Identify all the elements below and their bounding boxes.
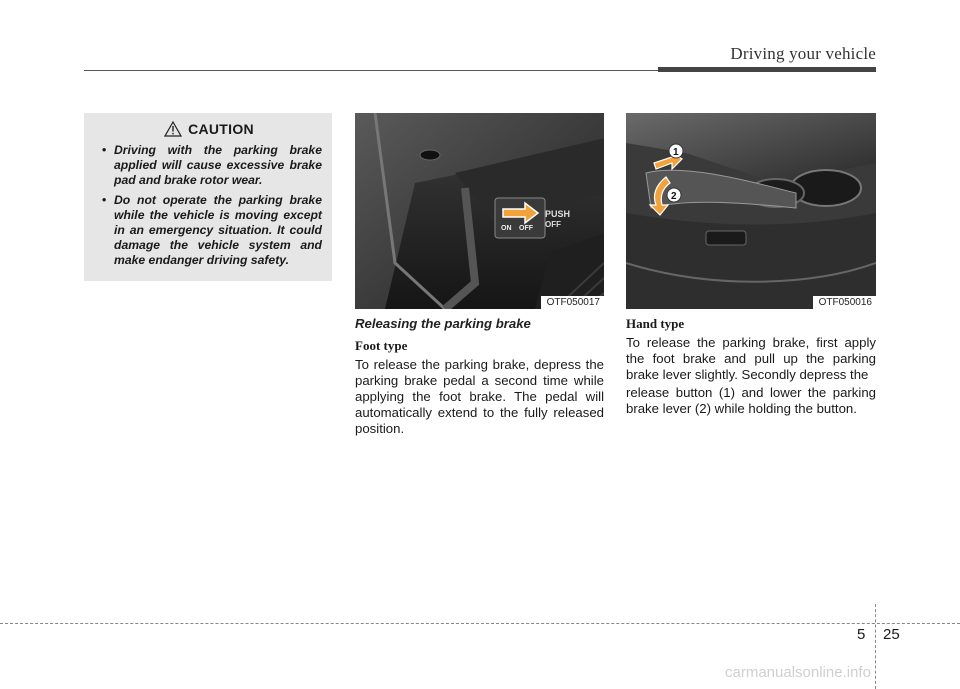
pedal-label-on: ON [501,225,512,232]
pedal-label-push: PUSH [545,209,571,219]
image-code: OTF050017 [541,296,604,309]
footer-rule [0,623,960,624]
page-number: 25 [883,626,900,643]
caution-header [96,121,322,137]
callout-2: 2 [671,191,677,202]
chapter-number: 5 [857,626,866,643]
caution-list [96,143,322,268]
footer-divider [875,604,876,689]
caution-item: • Do not operate the parking brake while the vehicle is moving except in an emergency situation. It could damage the vehicle system and make endanger driving safety. [102,193,322,267]
image-code: OTF050016 [813,296,876,309]
caution-title: CAUTION [188,121,254,137]
running-header: Driving your vehicle [730,44,876,63]
foot-type-heading: Foot type [355,338,408,353]
foot-type-text: To release the parking brake, depress the parking brake pedal a second time while applying the foot brake. The pedal will automatically extend to the fully released position. [355,357,604,436]
hand-type-text: release button (1) and lower the parking brake lever (2) while holding the button. [626,385,876,416]
watermark: carmanualsonline.info [725,664,871,681]
caution-box [84,113,332,281]
pedal-label-off: OFF [519,225,533,232]
hand-type-text: To release the parking brake, first apply the foot brake and pull up the parking brake lever slightly. Secondly depress the [626,335,876,382]
pedal-label-off2: OFF [545,220,561,229]
hand-type-section [626,316,876,419]
section-title: Releasing the parking brake [355,316,531,331]
caution-item: • Driving with the parking brake applied will cause excessive brake pad and brake rotor wear. [102,143,322,187]
foot-type-section [355,316,604,439]
foot-brake-photo [355,113,604,309]
warning-triangle-icon [164,121,182,137]
hand-brake-photo [626,113,876,309]
hand-type-heading: Hand type [626,316,685,331]
header-rule-accent [658,67,876,72]
callout-1: 1 [673,147,679,158]
